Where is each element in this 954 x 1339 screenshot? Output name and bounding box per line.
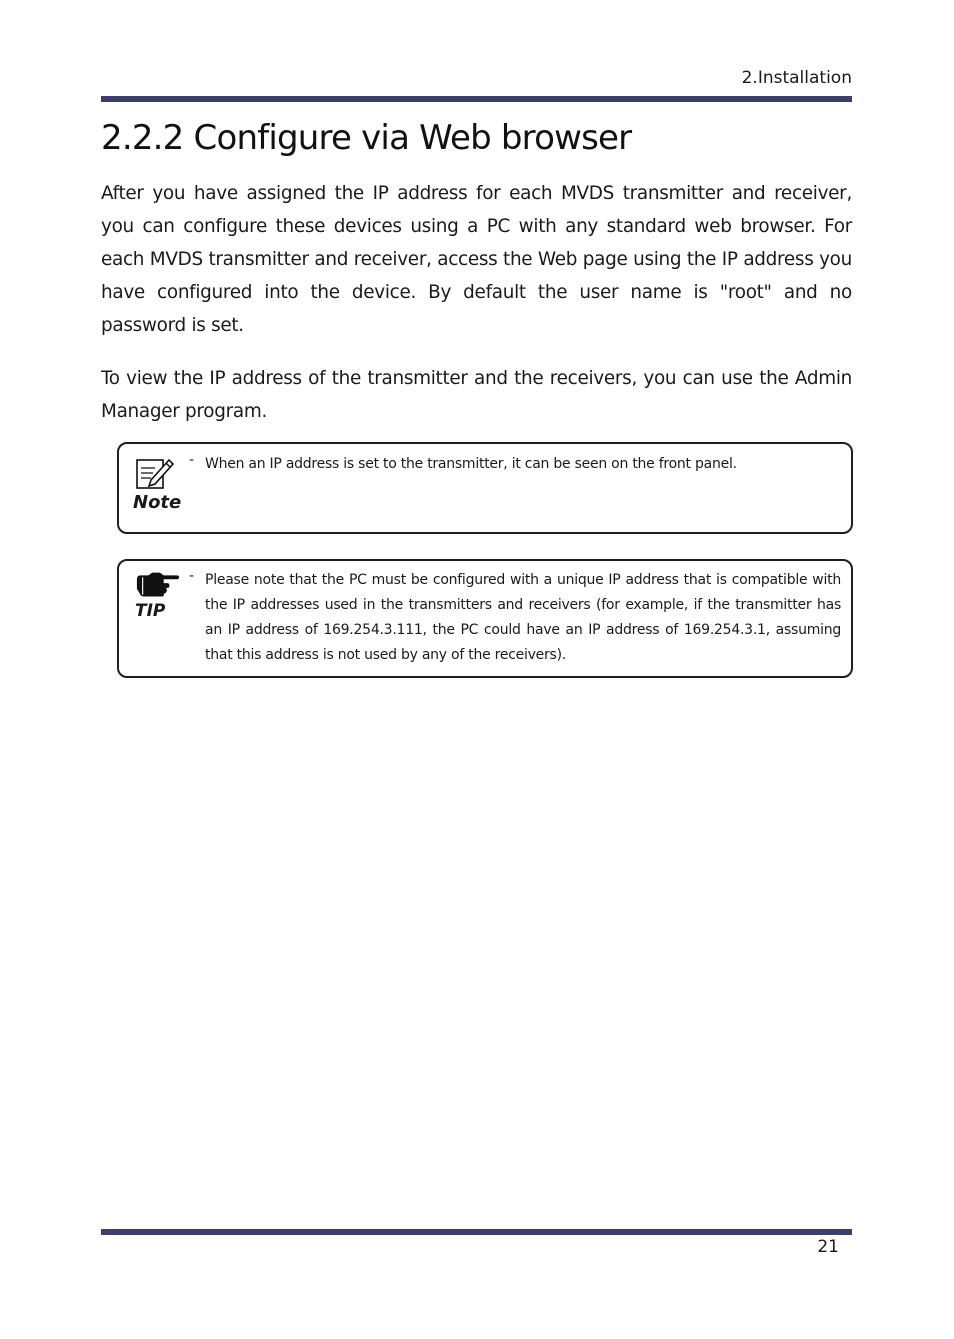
note-text: When an IP address is set to the transmitter, it can be seen on the front panel. (205, 456, 737, 472)
note-box (117, 442, 853, 534)
header-rule (101, 96, 852, 102)
note-label: Note (133, 492, 182, 513)
page-header-section: 2.Installation (741, 68, 852, 88)
note-bullet: - (189, 452, 195, 468)
pointing-hand-icon (135, 571, 179, 599)
admin-manager-paragraph: To view the IP address of the transmitter and the receivers, you can use the Admin Manager program. (101, 368, 852, 422)
tip-box (117, 559, 853, 678)
tip-text: Please note that the PC must be configured with a unique IP address that is compatible with the IP addresses used in the transmitters and receivers (for example, if the transmitter has an IP address of 169.254.3.111, the PC could have an IP address of 169.254.3.1, assuming that this address is not used by any of the receivers). (205, 572, 841, 663)
footer-rule (101, 1229, 852, 1235)
tip-bullet: - (189, 568, 195, 584)
intro-paragraph: After you have assigned the IP address for each MVDS transmitter and receiver, you can configure these devices using a PC with any standard web browser. For each MVDS transmitter and receiver, access the Web page using the IP address you have configured into the device. By default the user name is "root" and no password is set. (101, 183, 852, 336)
pencil-note-icon (135, 454, 179, 490)
tip-label: TIP (135, 601, 166, 621)
page-title: 2.2.2 Configure via Web browser (101, 118, 632, 158)
page-number: 21 (817, 1237, 839, 1257)
